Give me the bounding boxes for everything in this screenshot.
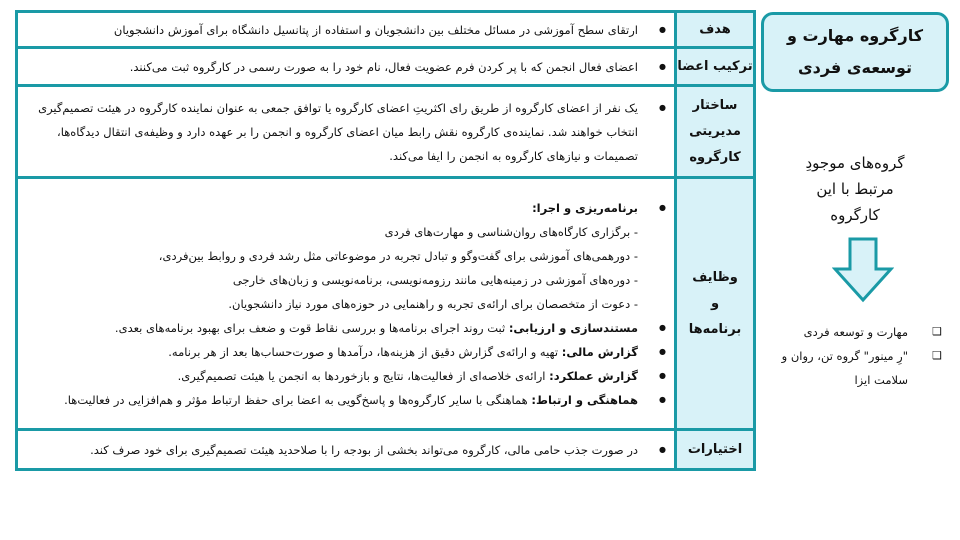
list-item: [26, 364, 638, 388]
list-item: [26, 196, 638, 316]
related-group-item: [778, 320, 948, 344]
checkbox-icon: ❑: [932, 325, 942, 338]
title-line: توسعه‌ی فردی: [797, 58, 913, 77]
table-row-members: [17, 48, 755, 86]
down-arrow-icon: [832, 237, 894, 303]
sub-item: - دعوت از متخصصان برای ارائه‌ی تجربه و راهنمایی در حوزه‌های مورد نیاز دانشجویان.: [228, 296, 638, 311]
heading-line: مرتبط با این: [816, 180, 894, 198]
label-line: کارگروه: [689, 149, 741, 165]
item-title: هماهنگی و ارتباط:: [531, 392, 638, 407]
label-line: مدیریتی: [689, 123, 741, 139]
sub-item: - دوره‌های آموزشی در زمینه‌هایی مانند رزومه‌نویسی، برنامه‌نویسی و زبان‌های خارجی: [232, 272, 638, 287]
table-row-duties: [17, 178, 755, 430]
list-item: ● یک نفر از اعضای کارگروه از طریق رای اکثریتِ اعضای کارگروه یا توافق جمعی به عنوان نماینده کارگروه در هیئت تصمیم‌گیری انتخاب خواهند شد. نماینده‌ی کارگروه نقش رابط میان اعضای کارگروه و انجمن را بر عهده دارد و وظیفه‌ی انتقال دیدگاه‌ها، تصمیمات و نیازهای کارگروه به انجمن را ایفا می‌کند.: [26, 96, 638, 168]
item-text: ارائه‌ی خلاصه‌ای از فعالیت‌ها، نتایج و بازخوردها به انجمن یا هیئت تصمیم‌گیری.: [177, 368, 550, 383]
label-line: وظایف: [692, 269, 738, 285]
row-content-members: [17, 48, 676, 86]
table-row-authority: [17, 430, 755, 470]
table-row-goal: [17, 12, 755, 48]
workgroup-title-box: [761, 12, 949, 92]
row-content-management: [17, 86, 676, 178]
item-title: برنامه‌ریزی و اجرا:: [532, 200, 638, 215]
item-title: گزارش مالی:: [561, 344, 638, 359]
row-label-authority: اختیارات: [676, 430, 755, 470]
row-label-duties: [676, 178, 755, 430]
sub-item: - برگزاری کارگاه‌های روان‌شناسی و مهارت‌های فردی: [384, 224, 638, 239]
row-label-management: [676, 86, 755, 178]
label-line: برنامه‌ها: [688, 321, 742, 337]
item-text: هماهنگی با سایر کارگروه‌ها و پاسخ‌گویی به اعضا برای حفظ ارتباط مؤثر و هم‌افزایی در فعالیت‌ها.: [64, 392, 532, 407]
list-item: [26, 340, 638, 364]
workgroup-table: [15, 10, 756, 471]
related-group-label: مهارت و توسعه فردی: [803, 325, 908, 339]
sub-item: - دورهمی‌های آموزشی برای گفت‌وگو و تبادل تجربه در موضوعاتی مثل رشد فردی و روابط بین‌فردی،: [158, 248, 638, 263]
related-groups-list: [778, 320, 948, 392]
list-item: [26, 388, 638, 412]
list-item: ● در صورت جذب حامی مالی، کارگروه می‌تواند بخشی از بودجه را با صلاحدید هیئت تصمیم‌گیری برای خود صرف کند.: [26, 438, 638, 462]
row-label-members: ترکیب اعضا: [676, 48, 755, 86]
heading-line: گروه‌های موجودِ: [805, 154, 905, 172]
row-label-goal: هدف: [676, 12, 755, 48]
title-line: کارگروه مهارت و: [786, 26, 924, 45]
related-group-item: [778, 344, 948, 392]
item-title: گزارش عملکرد:: [549, 368, 638, 383]
item-text: تهیه و ارائه‌ی گزارش دقیق از هزینه‌ها، درآمدها و صورت‌حساب‌ها بعد از هر برنامه.: [168, 344, 562, 359]
list-item: ● ارتقای سطح آموزشی در مسائل مختلف بین دانشجویان و استفاده از پتانسیل دانشگاه برای آموزش دانشجویان: [26, 18, 638, 42]
label-line: و: [710, 295, 720, 311]
row-content-authority: [17, 430, 676, 470]
item-text: ثبت روند اجرای برنامه‌ها و بررسی نقاط قوت و ضعف برای بهبود برنامه‌های بعدی.: [114, 320, 509, 335]
list-item: ● اعضای فعال انجمن که با پر کردن فرم عضویت فعال، نام خود را به صورت رسمی در کارگروه ثبت می‌کنند.: [26, 55, 638, 79]
label-line: ساختار: [692, 97, 738, 113]
list-item: [26, 316, 638, 340]
related-groups-heading: [770, 150, 940, 228]
table-row-management: [17, 86, 755, 178]
related-group-label: "رِ مینور" گروه تن، روان و سلامت ایزا: [781, 349, 908, 387]
item-title: مستندسازی و ارزیابی:: [508, 320, 638, 335]
row-content-duties: [17, 178, 676, 430]
heading-line: کارگروه: [830, 206, 880, 224]
row-content-goal: [17, 12, 676, 48]
checkbox-icon: ❑: [932, 349, 942, 362]
